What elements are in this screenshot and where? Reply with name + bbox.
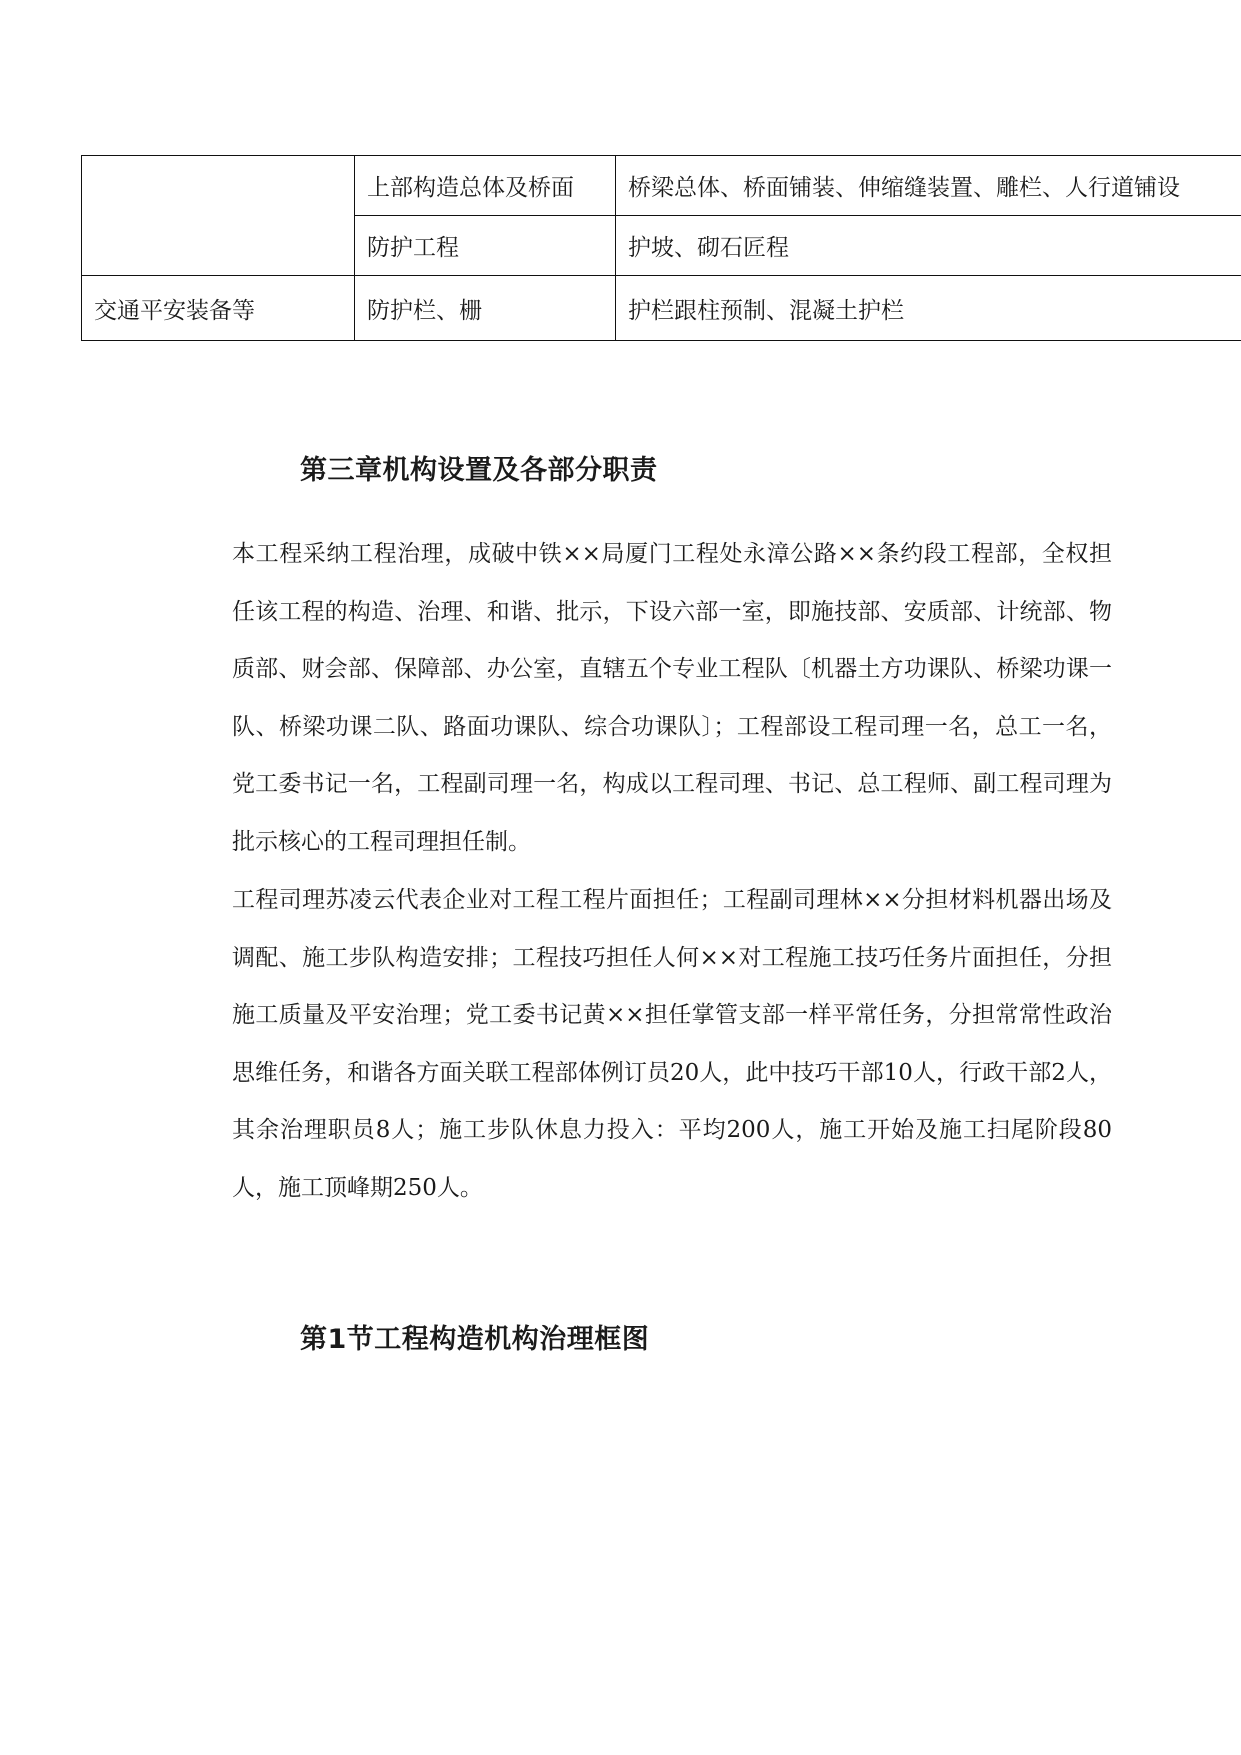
- section-heading: 第1节工程构造机构治理框图: [300, 1324, 650, 1355]
- table-row: [82, 276, 1241, 341]
- table-cell-subcategory: 上部构造总体及桥面: [355, 156, 616, 216]
- scope-table: [81, 155, 1241, 341]
- table-cell-items: 桥梁总体、桥面铺装、伸缩缝装置、雕栏、人行道铺设: [616, 156, 1241, 216]
- table-cell-category: [82, 156, 355, 276]
- table-cell-items: 护坡、砌石匠程: [616, 216, 1241, 276]
- body-paragraph: 工程司理苏凌云代表企业对工程工程片面担任；工程副司理林××分担材料机器出场及调配、施工步队构造安排；工程技巧担任人何××对工程施工技巧任务片面担任，分担施工质量及平安治理；党工委书记黄××担任掌管支部一样平常任务，分担常常性政治思维任务，和谐各方面关联工程部体例订员20人，此中技巧干部10人，行政干部2人，其余治理职员8人；施工步队休息力投入：平均200人，施工开始及施工扫尾阶段80人，施工顶峰期250人。: [232, 887, 1112, 1201]
- table-row: [82, 156, 1241, 216]
- body-paragraph: 本工程采纳工程治理，成破中铁××局厦门工程处永漳公路××条约段工程部，全权担任该工程的构造、治理、和谐、批示，下设六部一室，即施技部、安质部、计统部、物质部、财会部、保障部、办公室，直辖五个专业工程队〔机器土方功课队、桥梁功课一队、桥梁功课二队、路面功课队、综合功课队〕；工程部设工程司理一名，总工一名，党工委书记一名，工程副司理一名，构成以工程司理、书记、总工程师、副工程司理为批示核心的工程司理担任制。: [232, 541, 1112, 855]
- chapter-heading: 第三章机构设置及各部分职责: [300, 455, 658, 486]
- table-cell-items: 护栏跟柱预制、混凝土护栏: [616, 276, 1241, 341]
- table-cell-subcategory: 防护工程: [355, 216, 616, 276]
- table-cell-subcategory: 防护栏、栅: [355, 276, 616, 341]
- table-cell-category: 交通平安装备等: [82, 276, 355, 341]
